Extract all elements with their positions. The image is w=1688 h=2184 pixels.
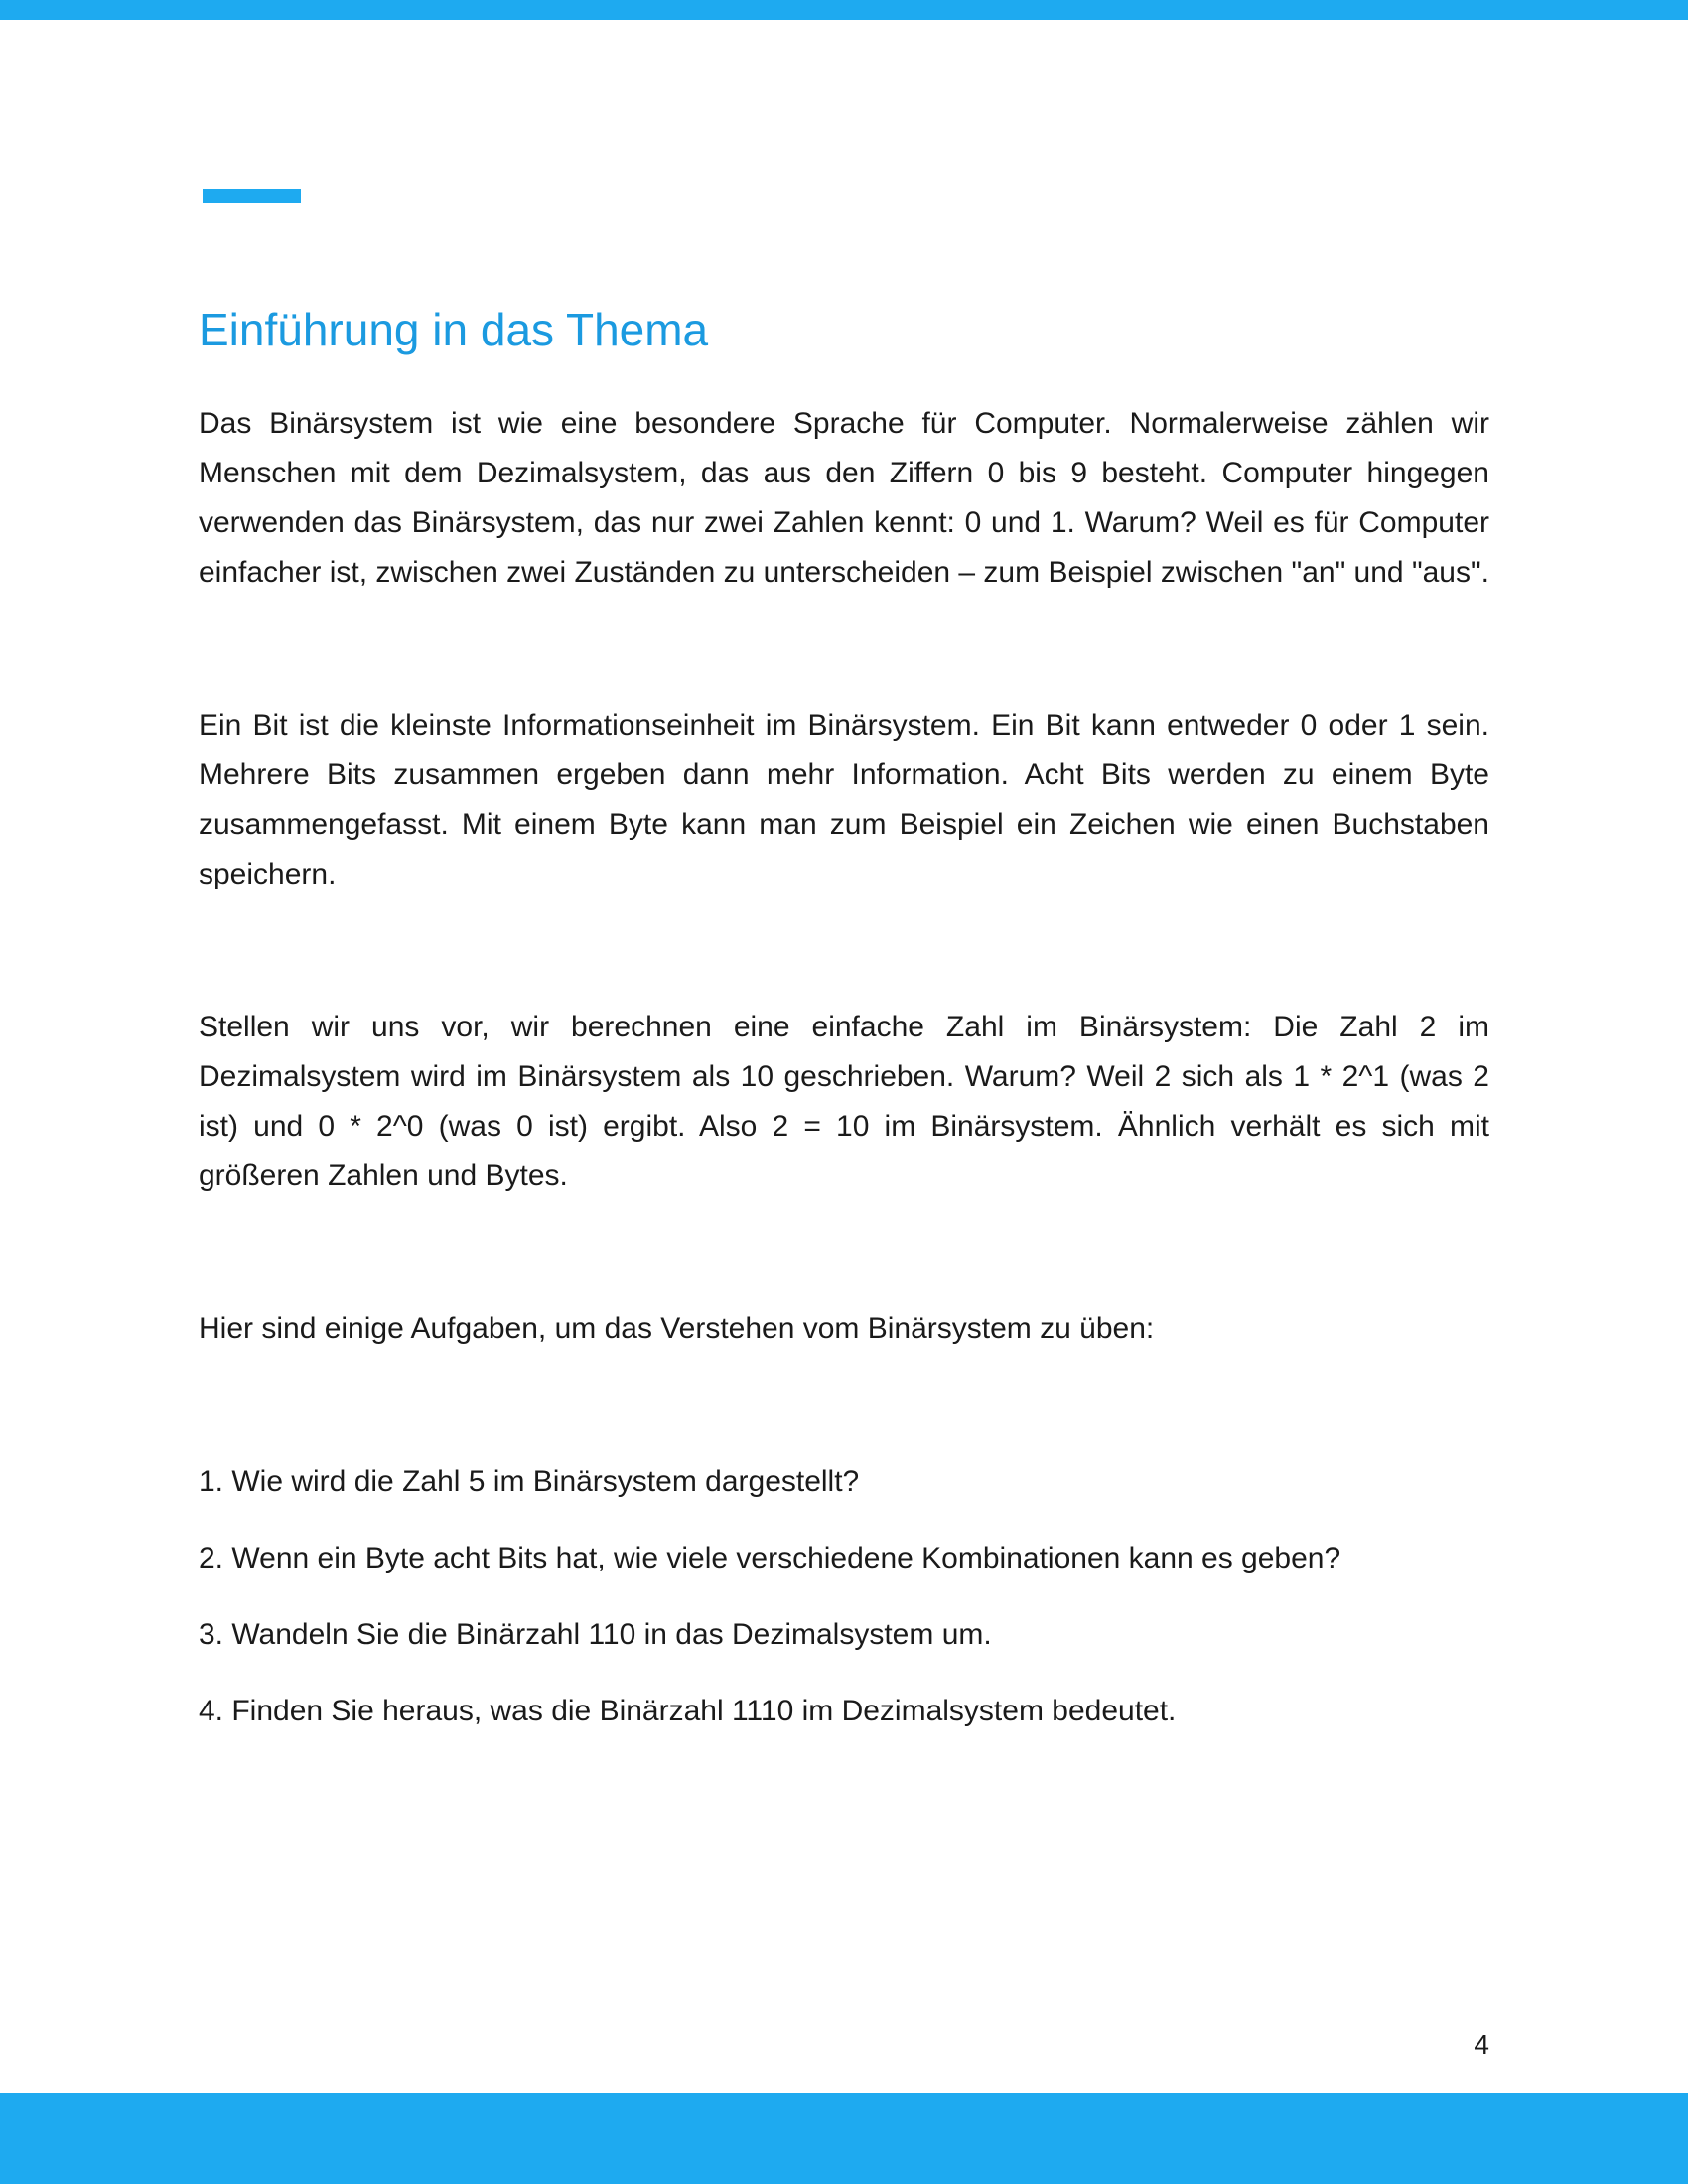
- page-content: [199, 298, 1489, 1763]
- section-title: Einführung in das Thema: [199, 304, 709, 355]
- task-list: [199, 1457, 1489, 1736]
- accent-dash: [203, 189, 301, 203]
- list-item: 3. Wandeln Sie die Binärzahl 110 in das Dezimalsystem um.: [199, 1618, 992, 1651]
- paragraph-example: Stellen wir uns vor, wir berechnen eine einfache Zahl im Binärsystem: Die Zahl 2 im Dezimalsystem wird im Binärsystem als 10 geschrieben. Warum? Weil 2 sich als 1 * 2^1 (was 2 ist) und 0 * 2^0 (was 0 ist) ergibt. Also 2 = 10 im Binärsystem. Ähnlich verhält es sich mit größeren Zahlen und Bytes.: [199, 1011, 1489, 1192]
- page-number: 4: [1474, 2029, 1489, 2060]
- list-item: 1. Wie wird die Zahl 5 im Binärsystem dargestellt?: [199, 1465, 860, 1498]
- list-item: 2. Wenn ein Byte acht Bits hat, wie viele verschiedene Kombinationen kann es geben?: [199, 1542, 1341, 1574]
- paragraph-tasks-intro: Hier sind einige Aufgaben, um das Verstehen vom Binärsystem zu üben:: [199, 1312, 1155, 1345]
- bottom-accent-bar: [0, 2093, 1688, 2184]
- top-accent-bar: [0, 0, 1688, 20]
- list-item: 4. Finden Sie heraus, was die Binärzahl 1110 im Dezimalsystem bedeutet.: [199, 1695, 1177, 1727]
- paragraph-binary-intro: Das Binärsystem ist wie eine besondere Sprache für Computer. Normalerweise zählen wir Menschen mit dem Dezimalsystem, das aus den Ziffern 0 bis 9 besteht. Computer hingegen verwenden das Binärsystem, das nur zwei Zahlen kennt: 0 und 1. Warum? Weil es für Computer einfacher ist, zwischen zwei Zuständen zu unterscheiden – zum Beispiel zwischen "an" und "aus".: [199, 407, 1489, 589]
- paragraph-bits-bytes: Ein Bit ist die kleinste Informationseinheit im Binärsystem. Ein Bit kann entweder 0 oder 1 sein. Mehrere Bits zusammen ergeben dann mehr Information. Acht Bits werden zu einem Byte zusammengefasst. Mit einem Byte kann man zum Beispiel ein Zeichen wie einen Buchstaben speichern.: [199, 709, 1489, 890]
